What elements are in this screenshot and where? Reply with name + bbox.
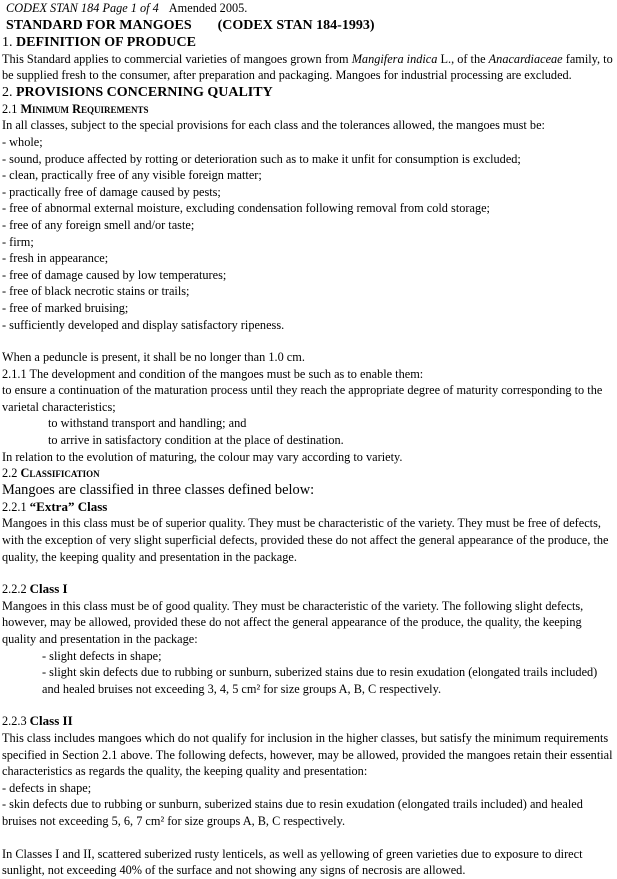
list-item: - clean, practically free of any visible foreign matter;	[2, 168, 262, 183]
class-2-title: Class II	[29, 713, 73, 729]
section-2-1-heading	[2, 101, 615, 118]
section-1-heading	[2, 34, 615, 51]
section-2-number: 2.	[2, 84, 13, 100]
requirements-list	[2, 134, 615, 333]
classification-intro: Mangoes are classified in three classes defined below:	[2, 481, 315, 498]
list-item: - sound, produce affected by rotting or deterioration such as to make it unfit for consumption is excluded;	[2, 151, 521, 166]
class-2-heading	[2, 713, 615, 730]
section-2-2-number: 2.2	[2, 466, 18, 481]
class-1-heading	[2, 581, 615, 598]
page-header	[2, 0, 615, 17]
extra-class-heading	[2, 499, 615, 516]
title-main: STANDARD FOR MANGOES	[6, 17, 192, 33]
destination-text: to arrive in satisfactory condition at the place of destination.	[48, 433, 344, 448]
s1-text-c: family, to be supplied fresh to the consumer, after preparation and packaging. Mangoes for industrial processing are excluded.	[2, 51, 613, 83]
list-item: - free of marked bruising;	[2, 300, 129, 315]
minimum-requirements-intro: In all classes, subject to the special provisions for each class and the tolerances allowed, the mangoes must be:	[2, 118, 545, 133]
section-2-heading	[2, 84, 615, 101]
list-item: - fresh in appearance;	[2, 251, 109, 266]
spacer	[2, 333, 615, 349]
colour-text: In relation to the evolution of maturing, the colour may vary according to variety.	[2, 449, 403, 464]
s1-family: Anacardiaceae	[488, 51, 563, 66]
spacer	[2, 565, 615, 581]
class-1-number: 2.2.2	[2, 582, 27, 597]
s1-species: Mangifera indica	[351, 51, 438, 66]
list-item: - whole;	[2, 134, 43, 149]
section-1-title: DEFINITION OF PRODUCE	[16, 34, 196, 50]
closing-paragraph: In Classes I and II, scattered suberized rusty lenticels, as well as yellowing of green varieties due to exposure to direct sunlight, not exceeding 40% of the surface and not showing any signs of necrosis are allowed.	[2, 846, 583, 878]
class-1-defect-skin: - slight skin defects due to rubbing or sunburn, suberized stains due to resin exudation (elongated trails included) and healed bruises not exceeding 3, 4, 5 cm² for size groups A, B, C respectively.	[42, 665, 598, 696]
section-2-title: PROVISIONS CONCERNING QUALITY	[16, 84, 273, 100]
extra-class-title: “Extra” Class	[29, 498, 108, 514]
spacer	[2, 697, 615, 713]
s1-text-a: This Standard applies to commercial varieties of mangoes grown from	[2, 51, 349, 66]
list-item: - free of damage caused by low temperatures;	[2, 267, 227, 282]
section-1-paragraph	[2, 51, 615, 84]
list-item: - practically free of damage caused by pests;	[2, 184, 221, 199]
class-2-text: This class includes mangoes which do not qualify for inclusion in the higher classes, but satisfy the minimum requirements specified in Section 2.1 above. The following defects, however, may be allowed, provided the mangoes retain their essential characteristics as regards the quality, the keeping quality and presentation:	[2, 730, 613, 779]
section-2-2-heading	[2, 465, 615, 482]
class-2-number: 2.2.3	[2, 714, 27, 729]
section-2-1-title: Minimum Requirements	[20, 101, 149, 116]
section-1-number: 1.	[2, 34, 13, 50]
title-code: (CODEX STAN 184-1993)	[217, 17, 375, 33]
spacer	[2, 830, 615, 846]
maturation-text: to ensure a continuation of the maturation process until they reach the appropriate degree of maturity corresponding to the varietal characteristics;	[2, 383, 603, 414]
class-2-defect-skin: - skin defects due to rubbing or sunburn, suberized stains due to resin exudation (elongated trails included) and healed bruises not exceeding 5, 6, 7 cm² for size groups A, B, C respectively.	[2, 797, 583, 828]
list-item: - firm;	[2, 234, 34, 249]
list-item: - free of any foreign smell and/or taste;	[2, 217, 195, 232]
header-ref: CODEX STAN 184 Page 1 of 4	[6, 1, 159, 15]
class-1-defect-shape: - slight defects in shape;	[42, 648, 162, 663]
document-title	[2, 17, 615, 34]
class-1-title: Class I	[29, 581, 68, 597]
list-item: - free of abnormal external moisture, excluding condensation following removal from cold storage;	[2, 201, 490, 216]
transport-text: to withstand transport and handling; and	[48, 416, 247, 431]
section-2-1-number: 2.1	[2, 101, 18, 116]
list-item: - free of black necrotic stains or trails;	[2, 284, 190, 299]
class-2-defect-shape: - defects in shape;	[2, 780, 92, 795]
extra-class-number: 2.2.1	[2, 499, 27, 514]
section-2-2-title: Classification	[20, 466, 100, 481]
header-amended: Amended 2005.	[168, 1, 248, 15]
list-item: - sufficiently developed and display satisfactory ripeness.	[2, 317, 285, 332]
extra-class-text: Mangoes in this class must be of superior quality. They must be characteristic of the variety. They must be free of defects, with the exception of very slight superficial defects, provided these do not affect the general appearance of the produce, the quality, the keeping quality and presentation in the package.	[2, 516, 609, 564]
s1-text-b: L., of the	[440, 51, 486, 66]
class-1-text: Mangoes in this class must be of good quality. They must be characteristic of the variety. The following slight defects, however, may be allowed, provided these do not affect the general appearance of the produce, the quality, the keeping quality and presentation in the package:	[2, 598, 584, 646]
peduncle-text: When a peduncle is present, it shall be no longer than 1.0 cm.	[2, 350, 305, 365]
section-2-1-1-text: 2.1.1 The development and condition of the mangoes must be such as to enable them:	[2, 366, 424, 381]
